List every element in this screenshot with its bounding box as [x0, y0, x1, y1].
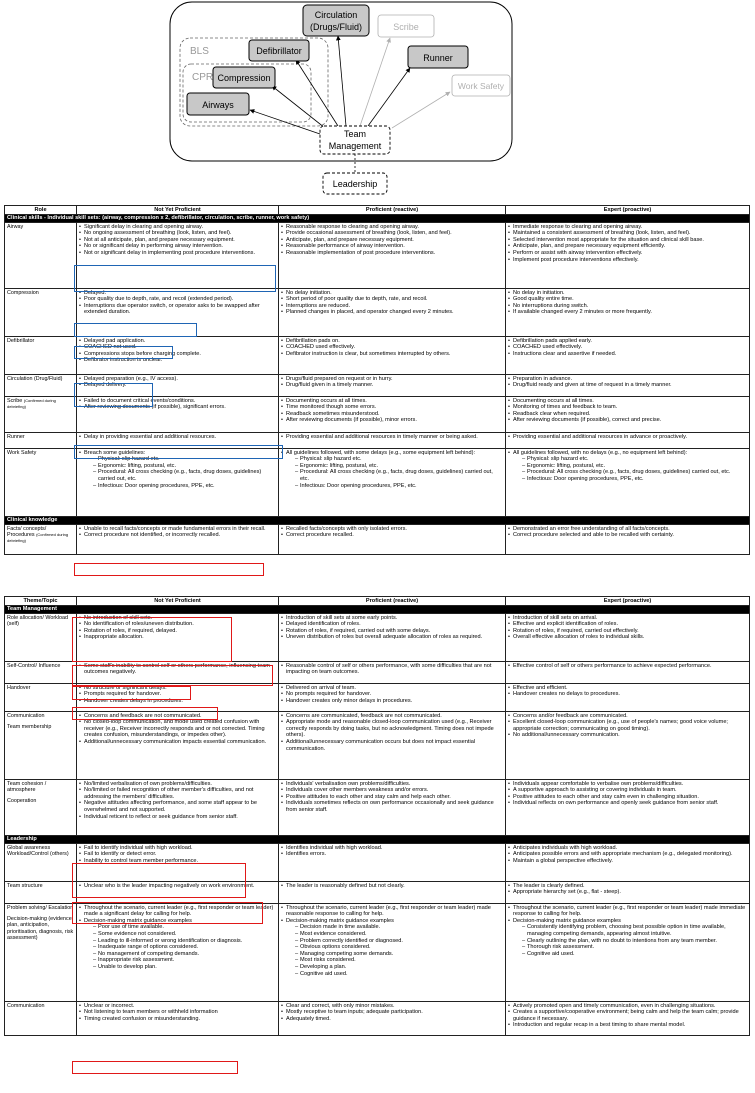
- list-item: • Individual reflects on own performance and openly seek guidance from senior staff.: [508, 800, 747, 807]
- list-item: – Obvious options considered.: [295, 944, 503, 951]
- list-item: • Unable to recall facts/concepts or made fundamental errors in their recall.: [79, 526, 276, 533]
- list-item: – Most evidence considered.: [295, 931, 503, 938]
- list-item: • Anticipates possible errors and with appropriate mechanism (e.g., delegated monitoring).: [508, 851, 747, 858]
- table-header-row: [5, 206, 750, 215]
- header-proficient: Proficient (reactive): [279, 206, 506, 215]
- proficient-cell: [279, 882, 506, 904]
- table-header-row: [5, 597, 750, 606]
- list-item: • Reasonable response to clearing and opening airway.: [281, 224, 503, 231]
- expert-cell: [506, 375, 750, 397]
- list-item: • Drug/fluid ready and given at time of request in a timely manner.: [508, 382, 747, 389]
- expert-cell: [506, 1002, 750, 1036]
- list-item: • COACHED used effectively.: [281, 344, 503, 351]
- list-item: – Procedural: All cross checking (e.g., facts, drug doses, guidelines) carried out, etc.: [295, 469, 503, 482]
- list-item: • Rotation of roles, if required, delayed.: [79, 628, 276, 635]
- compression-label: Compression: [217, 73, 271, 83]
- list-item: – Developing a plan.: [295, 964, 503, 971]
- expert-cell: [506, 904, 750, 1002]
- list-item: • Rotation of roles, if required, carried out effectively.: [508, 628, 747, 635]
- list-item: • Interruptions are reduced.: [281, 303, 503, 310]
- proficient-cell: [279, 780, 506, 836]
- section-label: Clinical knowledge: [5, 517, 750, 525]
- list-item: • No interruptions during switch.: [508, 303, 747, 310]
- list-item: • Throughout the scenario, current leader (e.g., first responder or team leader) made immediate response to calling for help.: [508, 905, 747, 918]
- highlight-compression-interruptions: [74, 323, 197, 337]
- header-not-yet-proficient: Not Yet Proficient: [77, 597, 279, 606]
- section-row-clinical-knowledge: [5, 517, 750, 525]
- proficient-cell: [279, 684, 506, 712]
- list-item: • After reviewing documents (if possible), significant errors.: [79, 404, 276, 411]
- header-proficient: Proficient (reactive): [279, 597, 506, 606]
- cpr-group-label: CPR: [192, 72, 214, 83]
- list-item: • Documenting occurs at all times.: [281, 398, 503, 405]
- list-item: • Effective and explicit identification of roles.: [508, 621, 747, 628]
- list-item: • Excellent closed-loop communication (e.g., use of people's names; good voice volume; appropriate correction; communicating on good timing).: [508, 719, 747, 732]
- proficient-cell: [279, 337, 506, 375]
- list-item: • Handover creates only minor delays in procedures.: [281, 698, 503, 705]
- row-role-label: Work Safety: [5, 449, 77, 517]
- list-item: • Short period of poor quality due to depth, rate, and recoil.: [281, 296, 503, 303]
- proficient-cell: [279, 449, 506, 517]
- row-role-label: Compression: [5, 289, 77, 337]
- airways-label: Airways: [202, 100, 234, 110]
- row-theme-extra: Decision-making (evidence, plan, anticipation, prioritisation, diagnosis, risk assessment): [7, 915, 74, 942]
- list-item: • Delivered on arrival of team.: [281, 685, 503, 692]
- circulation-label-line2: (Drugs/Fluid): [309, 22, 363, 32]
- highlight-circulation-delays: [74, 383, 153, 407]
- list-item: – Inadequate range of options considered.: [93, 944, 276, 951]
- proficient-cell: [279, 712, 506, 780]
- team-management-label-line1: Team: [343, 129, 367, 139]
- circulation-label-line1: Circulation: [314, 10, 358, 20]
- list-item: • Unclear or incorrect.: [79, 1003, 276, 1010]
- list-item: – Procedural: All cross checking (e.g., facts, drug doses, guidelines) carried out, etc.: [93, 469, 276, 482]
- list-item: • Time monitored though some errors.: [281, 404, 503, 411]
- expert-cell: [506, 337, 750, 375]
- list-item: • Effective and efficient.: [508, 685, 747, 692]
- list-item: • All guidelines followed, with no delays (e.g., no equipment left behind): – Physical: slip hazard etc. – Ergonomic: lifting, postural, etc. – Procedural: All cross checking (e.g., facts, drug doses, guidelines) carried out, etc. – Infectious: Door opening procedures, PPE, etc.: [508, 450, 747, 483]
- section-label: Leadership: [5, 836, 750, 844]
- list-item: • Reasonable performance of airway intervention.: [281, 243, 503, 250]
- nyp-cell: [77, 712, 279, 780]
- list-item: • Rotation of roles, if required, carried out with some delays.: [281, 628, 503, 635]
- list-item: • Unclear who is the leader impacting negatively on work environment.: [79, 883, 276, 890]
- header-expert: Expert (proactive): [506, 206, 750, 215]
- list-item: • Correct procedure recalled.: [281, 532, 503, 539]
- list-item: – Infectious: Door opening procedures, PPE, etc.: [295, 483, 503, 490]
- leadership-label: Leadership: [332, 179, 378, 189]
- expert-cell: [506, 525, 750, 555]
- list-item: – Infectious: Door opening procedures, PPE, etc.: [93, 483, 276, 490]
- list-item: • Defibrillation pads applied early.: [508, 338, 747, 345]
- proficient-cell: [279, 662, 506, 684]
- proficient-cell: [279, 614, 506, 662]
- nyp-cell: [77, 780, 279, 836]
- list-item: • Inability to control team member performance.: [79, 858, 276, 865]
- list-item: • Overall effective allocation of roles to individual skills.: [508, 634, 747, 641]
- list-item: • The leader is reasonably defined but not clearly.: [281, 883, 503, 890]
- list-item: • Mostly receptive to team inputs; adequate participation.: [281, 1009, 503, 1016]
- list-item: • No ongoing assessment of breathing (look, listen, and feel).: [79, 230, 276, 237]
- row-theme-label: Team structure: [5, 882, 77, 904]
- list-item: • Inappropriate allocation.: [79, 634, 276, 641]
- list-item: • After reviewing documents (if possible), correct and precise.: [508, 417, 747, 424]
- list-item: • Drug/fluid given in a timely manner.: [281, 382, 503, 389]
- list-item: • Reasonable control of self or others performance, with some difficulties that are not impacting on team outcomes.: [281, 663, 503, 676]
- list-item: • Not or significant delay in implementing post procedure interventions.: [79, 250, 276, 257]
- list-item: • Selected intervention most appropriate for the situation and clinical skill base.: [508, 237, 747, 244]
- row-theme-label: Self-Control/ Influence: [5, 662, 77, 684]
- list-item: • Individuals' verbalisation own problems/difficulties.: [281, 781, 503, 788]
- row-role-cell: [5, 525, 77, 555]
- expert-cell: [506, 223, 750, 289]
- list-item: • Planned changes in placed, and operator changed every 2 minutes.: [281, 309, 503, 316]
- row-role-label: Circulation (Drug/Fluid): [5, 375, 77, 397]
- expert-cell: [506, 662, 750, 684]
- section-row-clinical-skills: [5, 215, 750, 223]
- list-item: • No identification of roles/uneven distribution.: [79, 621, 276, 628]
- list-item: • Delayed identification of roles.: [281, 621, 503, 628]
- row-role-label: Runner: [5, 433, 77, 449]
- header-role: Role: [5, 206, 77, 215]
- list-item: • Introduction of skill sets at some early points.: [281, 615, 503, 622]
- list-item: • No closed-loop communication, and mode used created confusion with receiver (e.g., Receiver incorrectly responds and or not corrected. Timing creates confusion, misunderstandings, or impedes other).: [79, 719, 276, 739]
- proficient-cell: [279, 397, 506, 433]
- list-item: • Identifies errors.: [281, 851, 503, 858]
- list-item: – Consistently identifying problem, choosing best possible option in time available, managing competing demands, appearing almost intuitive.: [522, 924, 747, 937]
- row-theme-cell: [5, 780, 77, 836]
- list-item: – Physical: slip hazard etc.: [522, 456, 747, 463]
- defibrillator-label: Defibrillator: [256, 46, 302, 56]
- highlight-delayed-pad: [74, 346, 173, 359]
- list-item: • Failed to document critical events/conditions.: [79, 398, 276, 405]
- list-item: – Managing competing some demands.: [295, 951, 503, 958]
- nyp-cell: [77, 1002, 279, 1036]
- list-item: • No/limited or failed recognition of other member's difficulties, and not addressing the members' difficulties.: [79, 787, 276, 800]
- list-item: • Positive attitudes to each other and stay calm even in challenging situation.: [508, 794, 747, 801]
- row-theme-cell: [5, 904, 77, 1002]
- list-item: • Immediate response to clearing and opening airway.: [508, 224, 747, 231]
- list-item: • Anticipate, plan, and prepare necessary equipment efficiently.: [508, 243, 747, 250]
- list-item: • Creates a supportive/cooperative environment; being calm and help the team calm; provide guidance if necessary.: [508, 1009, 747, 1022]
- list-item: • Actively promoted open and timely communication, even in challenging situations.: [508, 1003, 747, 1010]
- list-item: • Interruptions due operator switch, or operator asks to be swapped after extended duration.: [79, 303, 276, 316]
- arrow-to-runner: [368, 68, 410, 126]
- highlight-self-control: [72, 665, 273, 686]
- list-item: • Defibrator instruction is clear, but sometimes interrupted by others.: [281, 351, 503, 358]
- list-item: • Delayed preparation (e.g., IV access).: [79, 376, 276, 383]
- list-item: • Defibrator instruction is unclear.: [79, 357, 276, 364]
- list-item: – Decision made in time available.: [295, 924, 503, 931]
- list-item: • No or significant delay in performing airway intervention.: [79, 243, 276, 250]
- list-item: • Maintain a global perspective effectively.: [508, 858, 747, 865]
- proficient-cell: [279, 223, 506, 289]
- list-item: • Fail to identify individual with high workload.: [79, 845, 276, 852]
- list-item: • Maintained a consistent assessment of breathing (look, listen, and feel).: [508, 230, 747, 237]
- arrow-to-defibrillator: [296, 60, 338, 126]
- list-item: • No/limited verbalisation of own problems/difficulties.: [79, 781, 276, 788]
- list-item: • Decision-making matrix guidance examples – Decision made in time available. – Most evidence considered. – Problem correctly identified or diagnosed. – Obvious options considered. – Managing competing some demands. – Most risks considered. – Developing a plan. – Cognitive aid used.: [281, 918, 503, 977]
- list-item: • Demonstrated an error free understanding of all facts/concepts.: [508, 526, 747, 533]
- list-item: – Unable to develop plan.: [93, 964, 276, 971]
- highlight-timing-confusion: [72, 1061, 238, 1074]
- highlight-airway-interventions: [74, 265, 276, 292]
- section-row-team-management: [5, 606, 750, 614]
- list-item: • Correct procedure selected and able to be recalled with certainty.: [508, 532, 747, 539]
- list-item: – Ergonomic: lifting, postural, etc.: [295, 463, 503, 470]
- expert-cell: [506, 289, 750, 337]
- list-item: • Instructions clear and assertive if needed.: [508, 351, 747, 358]
- list-item: • Defibrillation pads on.: [281, 338, 503, 345]
- list-item: – Most risks considered.: [295, 957, 503, 964]
- runner-label: Runner: [423, 53, 453, 63]
- team-leadership-rubric-table: [4, 596, 750, 1036]
- list-item: • Delayed delivery.: [79, 382, 276, 389]
- list-item: • No delay initiation.: [281, 290, 503, 297]
- highlight-handover-delays: [72, 707, 218, 720]
- list-item: – Ergonomic: lifting, postural, etc.: [522, 463, 747, 470]
- row-theme-label: Global awareness Workload/Control (others): [5, 844, 77, 882]
- list-item: • Decision-making matrix guidance examples – Poor use of time available. – Some evidence not considered. – Leading to ill-informed or wrong identification or diagnosis. – Inadequate range of options considered. – No management of competing demands. – Inappropriate risk assessment. – Unable to develop plan.: [79, 918, 276, 971]
- list-item: • Additional/unnecessary communication impacts essential communication.: [79, 739, 276, 746]
- list-item: • Individuals cover other members weakness and/or errors.: [281, 787, 503, 794]
- list-item: • Introduction of skill sets on arrival.: [508, 615, 747, 622]
- row-role-label: Airway: [5, 223, 77, 289]
- list-item: • No delay in initiation.: [508, 290, 747, 297]
- list-item: • If available changed every 2 minutes or more frequently.: [508, 309, 747, 316]
- list-item: – Some evidence not considered.: [93, 931, 276, 938]
- highlight-global-awareness: [72, 863, 246, 898]
- expert-cell: [506, 433, 750, 449]
- row-role-label: Defibrillator: [5, 337, 77, 375]
- row-role-note: (Confirmed during debriefing): [7, 531, 69, 544]
- list-item: • Readback sometimes misunderstood.: [281, 411, 503, 418]
- row-role-label: Scribe: [7, 397, 23, 404]
- list-item: • Not at all anticipate, plan, and prepare necessary equipment.: [79, 237, 276, 244]
- proficient-cell: [279, 1002, 506, 1036]
- list-item: • Delay in providing essential and additional resources.: [79, 434, 276, 441]
- list-item: • No introduction of skill sets.: [79, 615, 276, 622]
- highlight-team-structure: [72, 902, 263, 924]
- expert-cell: [506, 397, 750, 433]
- list-item: • Documenting occurs at all times.: [508, 398, 747, 405]
- table-row: [5, 712, 750, 780]
- list-item: • Identifies individual with high workload.: [281, 845, 503, 852]
- list-item: • Individuals sometimes reflects on own performance occasionally and seek guidance from senior staff.: [281, 800, 503, 813]
- row-theme-label: Handover: [5, 684, 77, 712]
- list-item: • Preparation in advance.: [508, 376, 747, 383]
- list-item: • Concerns and/or feedback are communicated.: [508, 713, 747, 720]
- list-item: • Negative attitudes affecting performance, and some staff appear to be overwhelmed and not supported.: [79, 800, 276, 813]
- list-item: • Clear and correct, with only minor mistakes.: [281, 1003, 503, 1010]
- list-item: • Introduction and regular recap in a best timing to share mental model.: [508, 1022, 747, 1029]
- list-item: • Provide occasional assessment of breathing (look, listen, and feel).: [281, 230, 503, 237]
- list-item: – Poor use of time available.: [93, 924, 276, 931]
- list-item: – Inappropriate risk assessment.: [93, 957, 276, 964]
- list-item: – Physical: slip hazard etc.: [93, 456, 276, 463]
- expert-cell: [506, 449, 750, 517]
- proficient-cell: [279, 844, 506, 882]
- expert-cell: [506, 780, 750, 836]
- list-item: • Delayed.: [79, 290, 276, 297]
- row-theme-label: Communication: [5, 1002, 77, 1036]
- row-theme-label: Team cohesion / atmosphere: [7, 780, 47, 793]
- list-item: – Cognitive aid used.: [522, 951, 747, 958]
- list-item: • COACHED used effectively.: [508, 344, 747, 351]
- list-item: • Correct procedure not identified, or incorrectly recalled.: [79, 532, 276, 539]
- team-roles-diagram: [0, 0, 755, 200]
- section-label: Team Management: [5, 606, 750, 614]
- list-item: • Timing created confusion or misunderstanding.: [79, 1016, 276, 1023]
- header-expert: Expert (proactive): [506, 597, 750, 606]
- proficient-cell: [279, 525, 506, 555]
- row-role-label: Facts/ concepts/ Procedures: [7, 525, 47, 538]
- clinical-skills-rubric-table: [4, 205, 750, 555]
- list-item: • Perform or assist with airway intervention effectively.: [508, 250, 747, 257]
- list-item: • Poor quality due to depth, rate, and recoil (extended period).: [79, 296, 276, 303]
- row-theme-label: Problem solving/ Escalation: [7, 904, 74, 911]
- expert-cell: [506, 712, 750, 780]
- row-theme-cell: [5, 712, 77, 780]
- work-safety-label: Work Safety: [457, 81, 505, 91]
- header-theme: Theme/Topic: [5, 597, 77, 606]
- list-item: • Some staff's inability to control self or others performance, influencing team outcomes negatively.: [79, 663, 276, 676]
- list-item: • Fail to identify or detect error.: [79, 851, 276, 858]
- list-item: • No prompts required for handover.: [281, 691, 503, 698]
- list-item: • Throughout the scenario, current leader (e.g., first responder or team leader) made reasonable response to calling for help.: [281, 905, 503, 918]
- list-item: • Appropriate mode and reasonable closed-loop communication used (e.g., Receiver correctly responds by doing tasks, but no acknowledgment. Timing does not impede others).: [281, 719, 503, 739]
- list-item: • No additional/unnecessary communication.: [508, 732, 747, 739]
- list-item: – Problem correctly identified or diagnosed.: [295, 938, 503, 945]
- list-item: • Uneven distribution of roles but overall adequate allocation of roles as required.: [281, 634, 503, 641]
- nyp-cell: [77, 525, 279, 555]
- list-item: – Ergonomic: lifting, postural, etc.: [93, 463, 276, 470]
- row-theme-extra: Team membership: [7, 723, 52, 730]
- row-theme-extra: Cooperation: [7, 798, 37, 805]
- list-item: • Adequately timed.: [281, 1016, 503, 1023]
- section-row-leadership: [5, 836, 750, 844]
- list-item: • Not listening to team members or withheld information: [79, 1009, 276, 1016]
- list-item: • Positive attitudes to each other and stay calm and help each other.: [281, 794, 503, 801]
- list-item: • Breach some guidelines: – Physical: slip hazard etc. – Ergonomic: lifting, postural, etc. – Procedural: All cross checking (e.g., facts, drug doses, guidelines) carried out, etc. – Infectious: Door opening procedures, PPE, etc.: [79, 450, 276, 490]
- list-item: • Significant delay in clearing and opening airway.: [79, 224, 276, 231]
- expert-cell: [506, 614, 750, 662]
- table-row: [5, 525, 750, 555]
- list-item: – Cognitive aid used.: [295, 971, 503, 978]
- proficient-cell: [279, 375, 506, 397]
- highlight-correct-procedure: [74, 563, 264, 576]
- list-item: • Delayed pad application.: [79, 338, 276, 345]
- expert-cell: [506, 844, 750, 882]
- list-item: • Handover creates no delays to procedures.: [508, 691, 747, 698]
- list-item: • Additional/unnecessary communication occurs but does not impact essential communication.: [281, 739, 503, 752]
- arrow-to-work-safety: [392, 92, 450, 128]
- list-item: – Leading to ill-informed or wrong identification or diagnosis.: [93, 938, 276, 945]
- proficient-cell: [279, 904, 506, 1002]
- list-item: • Reasonable implementation of post procedure interventions.: [281, 250, 503, 257]
- list-item: – Physical: slip hazard etc.: [295, 456, 503, 463]
- list-item: • Appropriate hierarchy set (e.g., flat - steep).: [508, 889, 747, 896]
- bls-group-label: BLS: [190, 46, 209, 57]
- list-item: • COACHED not used.: [79, 344, 276, 351]
- list-item: • All guidelines followed, with some delays (e.g., some equipment left behind): – Physical: slip hazard etc. – Ergonomic: lifting, postural, etc. – Procedural: All cross checking (e.g., facts, drug doses, guidelines) carried out, etc. – Infectious: Door opening procedures, PPE, etc.: [281, 450, 503, 490]
- proficient-cell: [279, 289, 506, 337]
- list-item: • Individuals appear comfortable to verbalise own problems/difficulties.: [508, 781, 747, 788]
- list-item: – No management of competing demands.: [93, 951, 276, 958]
- list-item: – Clearly outlining the plan, with no doubt to intentions from any team member.: [522, 938, 747, 945]
- list-item: • Anticipates individuals with high workload.: [508, 845, 747, 852]
- list-item: • Concerns are communicated, feedback are not communicated.: [281, 713, 503, 720]
- list-item: • Providing essential and additional resources in timely manner or being asked.: [281, 434, 503, 441]
- list-item: • Handover creates delays in procedures.: [79, 698, 276, 705]
- highlight-no-structure: [72, 686, 191, 700]
- list-item: • Monitoring of times and feedback to team.: [508, 404, 747, 411]
- highlight-role-allocation: [72, 617, 232, 662]
- list-item: – Thorough risk assessment.: [522, 944, 747, 951]
- highlight-runner-delay: [74, 445, 283, 459]
- list-item: • Readback clear when required.: [508, 411, 747, 418]
- list-item: • Throughout the scenario, current leader (e.g., first responder or team leader) made a significant delay for calling for help.: [79, 905, 276, 918]
- expert-cell: [506, 684, 750, 712]
- row-theme-label: Communication: [7, 712, 45, 719]
- list-item: • A supportive approach to assisting or covering individuals in team.: [508, 787, 747, 794]
- scribe-label: Scribe: [393, 22, 419, 32]
- list-item: • Decision-making matrix guidance examples – Consistently identifying problem, choosing best possible option in time available, managing competing demands, appearing almost intuitive. – Clearly outlining the plan, with no doubt to intentions from any team member. – Thorough risk assessment. – Cognitive aid used.: [508, 918, 747, 958]
- list-item: • After reviewing documents (if possible), minor errors.: [281, 417, 503, 424]
- list-item: • Drugs/fluid prepared on request or in hurry.: [281, 376, 503, 383]
- list-item: • Providing essential and additional resources in advance or proactively.: [508, 434, 747, 441]
- row-role-cell: [5, 397, 77, 433]
- list-item: • Implement post procedure interventions effectively.: [508, 257, 747, 264]
- list-item: • Good quality entire time.: [508, 296, 747, 303]
- list-item: • Effective control of self or others performance to achieve expected performance.: [508, 663, 747, 670]
- table-row: [5, 1002, 750, 1036]
- list-item: • Prompts required for handover.: [79, 691, 276, 698]
- row-role-note: (Confirmed during debriefing): [7, 397, 56, 409]
- list-item: • Individual reticent to reflect or seek guidance from senior staff.: [79, 814, 276, 821]
- list-item: • Compressions stops before charging complete.: [79, 351, 276, 358]
- list-item: • No structure or significant delays.: [79, 685, 276, 692]
- list-item: – Procedural: All cross checking (e.g., facts, drug doses, guidelines) carried out, etc.: [522, 469, 747, 476]
- team-management-label-line2: Management: [328, 141, 382, 151]
- arrow-to-scribe: [360, 38, 390, 126]
- list-item: • Concerns and feedback are not communicated.: [79, 713, 276, 720]
- list-item: • The leader is clearly defined.: [508, 883, 747, 890]
- header-not-yet-proficient: Not Yet Proficient: [77, 206, 279, 215]
- expert-cell: [506, 882, 750, 904]
- section-label: Clinical skills - Individual skill sets: (airway, compression x 2, defibrillator, circulation, scribe, runner, work safety): [5, 215, 750, 223]
- proficient-cell: [279, 433, 506, 449]
- table-row: [5, 780, 750, 836]
- list-item: – Infectious: Door opening procedures, PPE, etc.: [522, 476, 747, 483]
- list-item: • Anticipate, plan, and prepare necessary equipment.: [281, 237, 503, 244]
- row-theme-label: Role allocation/ Workload (self): [5, 614, 77, 662]
- list-item: • Recalled facts/concepts with only isolated errors.: [281, 526, 503, 533]
- arrow-to-circulation: [338, 36, 346, 126]
